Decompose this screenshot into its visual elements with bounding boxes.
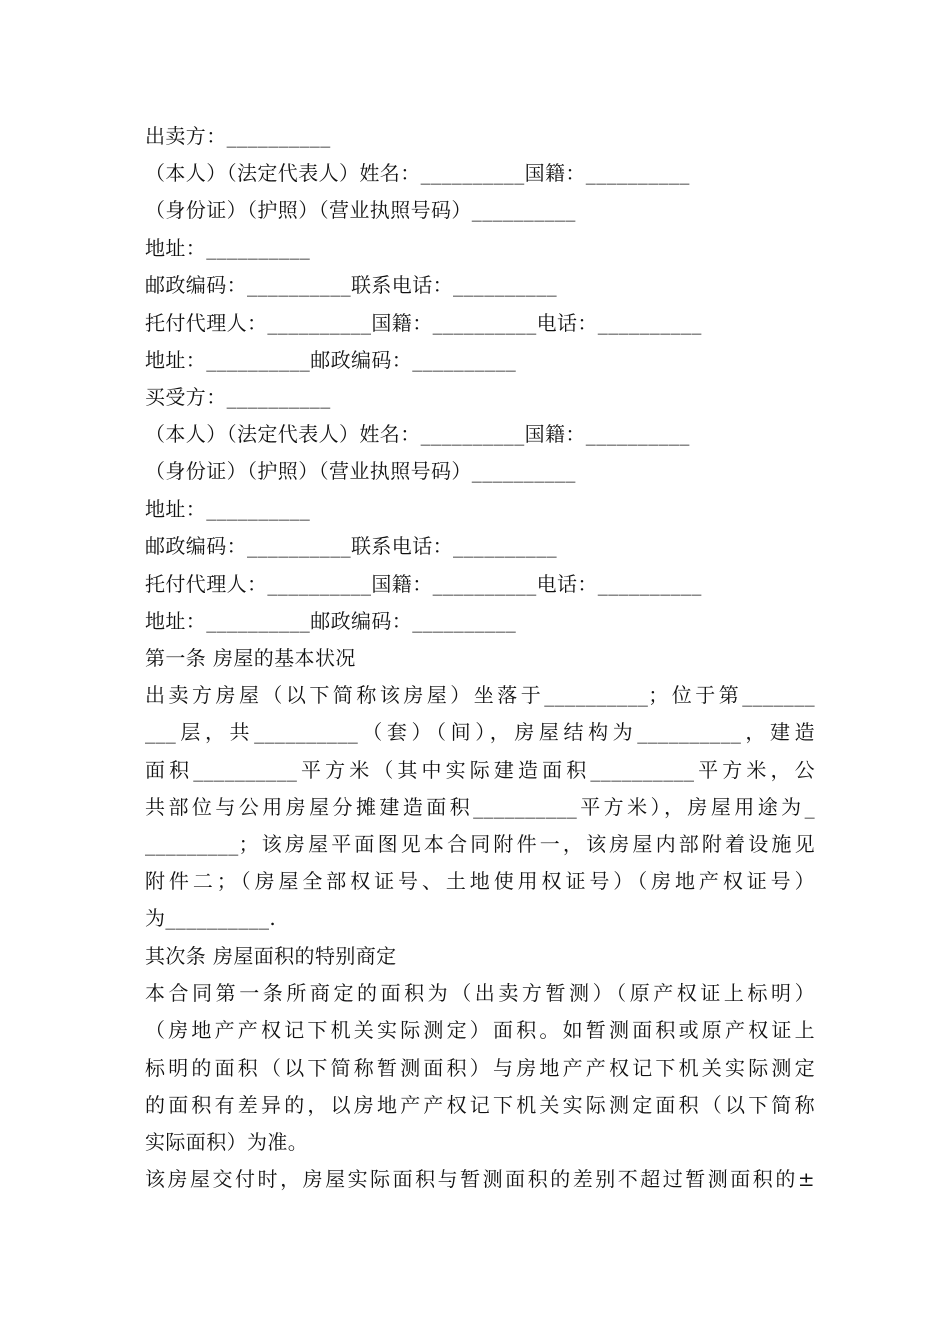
article1-line: ___层，共__________（套）（间），房屋结构为__________，建造 — [145, 720, 815, 744]
seller-agent-address: 地址：__________邮政编码：__________ — [145, 348, 517, 372]
buyer-address: 地址：__________ — [145, 497, 311, 521]
seller-title: 出卖方：__________ — [145, 124, 331, 148]
article2-line: 本合同第一条所商定的面积为（出卖方暂测）（原产权证上标明） — [145, 981, 815, 1005]
article2-line: （房地产产权记下机关实际测定）面积。如暂测面积或原产权证上 — [145, 1018, 815, 1042]
buyer-title: 买受方：__________ — [145, 385, 331, 409]
buyer-postal-phone: 邮政编码：__________联系电话：__________ — [145, 534, 557, 558]
seller-name-line: （本人）（法定代表人）姓名：__________国籍：__________ — [145, 161, 690, 185]
seller-agent: 托付代理人：__________国籍：__________电话：__________ — [145, 311, 702, 335]
seller-address: 地址：__________ — [145, 236, 311, 260]
article1-heading: 第一条 房屋的基本状况 — [145, 646, 356, 670]
article1-line: 出卖方房屋（以下简称该房屋）坐落于__________；位于第_______ — [145, 683, 815, 707]
seller-id-line: （身份证）（护照）（营业执照号码）__________ — [145, 198, 576, 222]
buyer-id-line: （身份证）（护照）（营业执照号码）__________ — [145, 459, 576, 483]
buyer-agent: 托付代理人：__________国籍：__________电话：__________ — [145, 572, 702, 596]
article1-line: 面积__________平方米（其中实际建造面积__________平方米，公 — [145, 758, 815, 782]
article1-line: _________；该房屋平面图见本合同附件一，该房屋内部附着设施见 — [145, 832, 815, 856]
seller-postal-phone: 邮政编码：__________联系电话：__________ — [145, 273, 557, 297]
article1-line: 共部位与公用房屋分摊建造面积__________平方米），房屋用途为_ — [145, 795, 815, 819]
article1-line: 附件二；（房屋全部权证号、土地使用权证号）（房地产权证号） — [145, 869, 815, 893]
article2-line: 该房屋交付时，房屋实际面积与暂测面积的差别不超过暂测面积的± — [145, 1167, 815, 1191]
article1-line: 为__________. — [145, 906, 277, 930]
buyer-agent-address: 地址：__________邮政编码：__________ — [145, 609, 517, 633]
buyer-name-line: （本人）（法定代表人）姓名：__________国籍：__________ — [145, 422, 690, 446]
article2-line: 的面积有差异的，以房地产产权记下机关实际测定面积（以下简称 — [145, 1093, 815, 1117]
article2-line: 实际面积）为准。 — [145, 1130, 309, 1154]
article2-heading: 其次条 房屋面积的特别商定 — [145, 944, 397, 968]
article2-line: 标明的面积（以下简称暂测面积）与房地产产权记下机关实际测定 — [145, 1056, 815, 1080]
